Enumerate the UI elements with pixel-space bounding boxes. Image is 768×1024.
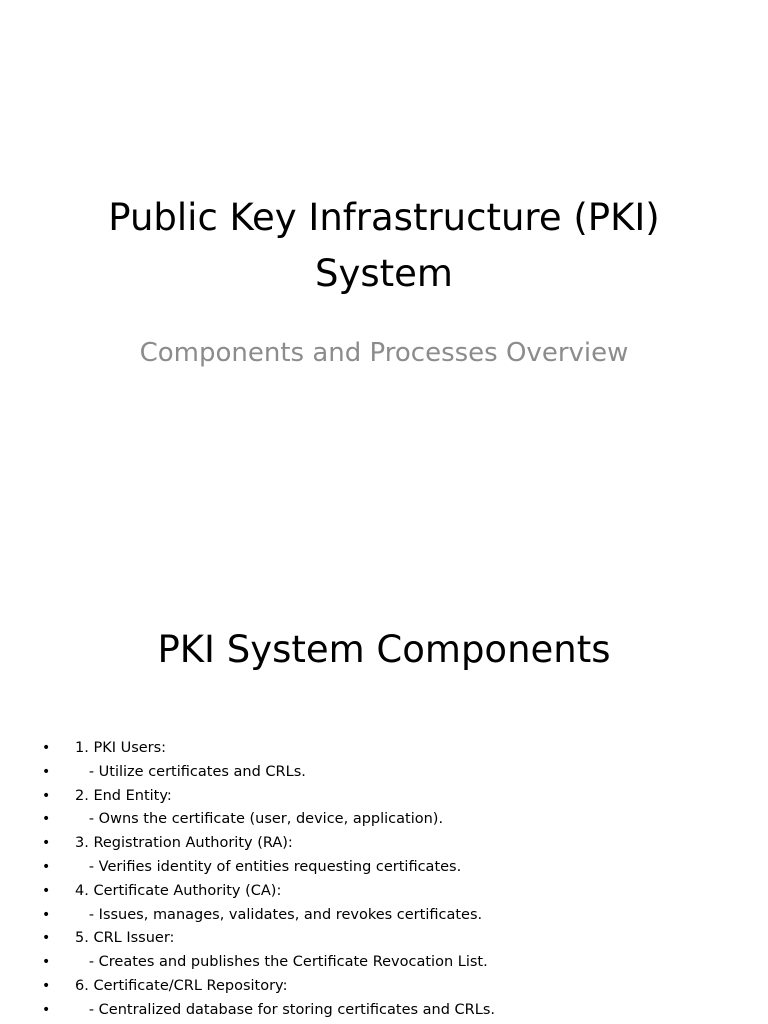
bullet-dot-icon: •: [42, 882, 51, 899]
bullet-dot-icon: •: [42, 906, 51, 923]
bullet-text: 4. Certificate Authority (CA):: [75, 882, 282, 899]
bullet-item: [38, 999, 738, 1023]
bullet-item: [38, 785, 738, 809]
bullet-dot-icon: •: [42, 954, 51, 971]
bullet-dot-icon: •: [42, 977, 51, 994]
bullet-item: [38, 927, 738, 951]
bullet-item: [38, 951, 738, 975]
bullet-item: [38, 761, 738, 785]
bullet-text: 2. End Entity:: [75, 787, 172, 804]
bullet-text: 3. Registration Authority (RA):: [75, 835, 293, 852]
slide-title: PKI System Components: [157, 628, 611, 671]
bullet-text: - Creates and publishes the Certificate Revocation List.: [75, 954, 488, 971]
bullet-dot-icon: •: [42, 930, 51, 947]
bullet-text: - Utilize certificates and CRLs.: [75, 763, 306, 780]
slide-subtitle: Components and Processes Overview: [139, 338, 629, 368]
bullet-item: [38, 880, 738, 904]
bullet-item: [38, 856, 738, 880]
bullet-item: [38, 737, 738, 761]
slide-title: Public Key Infrastructure (PKI) System: [108, 196, 660, 295]
bullet-text: - Centralized database for storing certificates and CRLs.: [75, 1001, 495, 1018]
bullet-text: - Issues, manages, validates, and revokes certificates.: [75, 906, 483, 923]
components-slide: [0, 576, 768, 1024]
bullet-dot-icon: •: [42, 787, 51, 804]
bullet-dot-icon: •: [42, 811, 51, 828]
bullet-item: [38, 808, 738, 832]
bullet-text: - Verifies identity of entities requesting certificates.: [75, 858, 462, 875]
bullet-text: - Owns the certificate (user, device, application).: [75, 811, 444, 828]
bullet-dot-icon: •: [42, 740, 51, 756]
bullet-list: [38, 737, 738, 1023]
bullet-item: [38, 904, 738, 928]
bullet-item: [38, 832, 738, 856]
bullet-dot-icon: •: [42, 763, 51, 780]
bullet-text: 1. PKI Users:: [75, 740, 167, 756]
bullet-dot-icon: •: [42, 858, 51, 875]
bullet-item: [38, 975, 738, 999]
bullet-dot-icon: •: [42, 835, 51, 852]
bullet-text: 5. CRL Issuer:: [75, 930, 175, 947]
bullet-dot-icon: •: [42, 1001, 51, 1018]
bullet-text: 6. Certificate/CRL Repository:: [75, 977, 288, 994]
